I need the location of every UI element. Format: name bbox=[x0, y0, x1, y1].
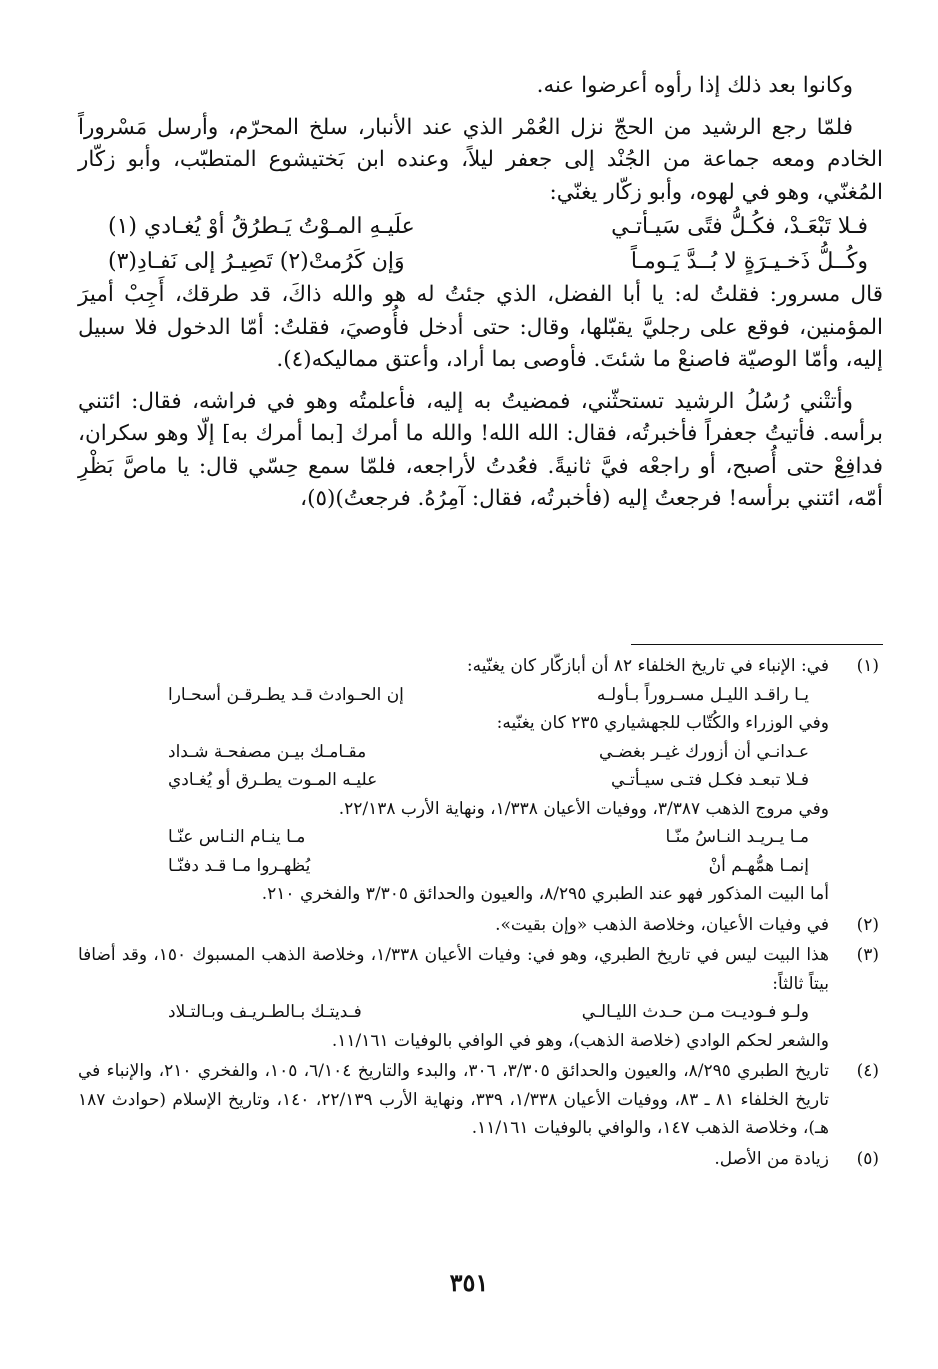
verse-hemistich-left: عليـه المـوت يطـرق أو يُغـادي bbox=[168, 770, 378, 790]
paragraph-3: وأتتْني رُسُلُ الرشيد تستحثّني، فمضيتُ به إليه، فأعلمتُه وهو في فراشه، فقال: ائتني برأسه. فأتيتُ جعفراً فأخبرتُه، فقال: الله الله! والله ما أمرك [بما أمرك به] إلّا وهو سكران، فدافِعْ حتى أُصبح، أو راجعْه فيَّ ثانيةً. فعُدتُ لأراجعه، فلمّا سمع حِسّي قال: يا ماصَّ بَظْرِ أمّه، ائتني برأسه! فرجعتُ إليه (فأخبرتُه، فقال: آمِرُهُ. فرجعتُ)(٥)، bbox=[78, 388, 883, 511]
footnote-1 bbox=[78, 652, 883, 909]
footnote-number: (٣) bbox=[856, 945, 879, 965]
verse-hemistich-left: فـديتـك بـالطـريـف وبـالتـلاد bbox=[168, 1002, 362, 1022]
footnote-text: في وفيات الأعيان، وخلاصة الذهب «وإن بقيت». bbox=[495, 914, 829, 935]
verse-hemistich-left: يُظهـروا مـا قـد دفنّـا bbox=[168, 855, 311, 876]
verse-hemistich-left: علَيـهِ المـوْتُ يَـطرُقُ أوْ يُغـادي (١) bbox=[108, 214, 415, 239]
page bbox=[78, 70, 883, 1169]
verse-hemistich-right: وكُــلُّ ذَخـيـرَةٍ لا بُــدَّ يَـومـاً bbox=[630, 249, 868, 274]
verse-hemistich-right: إنمـا همُّهـم أنْ bbox=[708, 855, 809, 876]
verse-hemistich-left: مـا ينـام النـاس عنّـا bbox=[168, 827, 306, 847]
verse-line bbox=[78, 209, 883, 244]
footnotes bbox=[78, 652, 883, 1175]
footnote-verse bbox=[78, 998, 829, 1027]
footnote-text: تاريخ الطبري ٨/٢٩٥، والعيون والحدائق ٣/٣٠٥، ٣٠٦، والبدء والتاريخ ٦/١٠٤، ١٠٥، والفخري ٢١٠، والإنباء في تاريخ الخلفاء ٨١ ـ ٨٣، ووفيات الأعيان ١/٣٣٨، ٣٣٩، ونهاية الأرب ٢٢/١٣٩، ١٤٠، وتاريخ الإسلام (حوادث ١٨٧ هـ)، وخلاصة الذهب ١٤٧، والوافي بالوفيات ١١/١٦١. bbox=[78, 1061, 830, 1138]
verse-hemistich-right: ولـو فـوديـت مـن حـدث الليـالـي bbox=[581, 1002, 809, 1022]
footnote-number: (١) bbox=[856, 656, 879, 676]
verse-hemistich-right: مـا يـريـد النـاسُ منّـا bbox=[665, 827, 809, 847]
footnote-verse bbox=[78, 852, 829, 881]
footnote-verse bbox=[78, 766, 829, 795]
footnote-text: وفي مروج الذهب ٣/٣٨٧، ووفيات الأعيان ١/٣٣٨، ونهاية الأرب ٢٢/١٣٨. bbox=[338, 798, 829, 819]
footnote-text: والشعر لحكم الوادي (خلاصة الذهب)، وهو في الوافي بالوفيات ١١/١٦١. bbox=[331, 1030, 829, 1051]
footnote-4 bbox=[78, 1057, 883, 1143]
verse-hemistich-right: عـدانـي أن أزورك غيـر بغضـي bbox=[598, 741, 809, 762]
footnote-number: (٤) bbox=[856, 1061, 879, 1081]
paragraph-2: قال مسرور: فقلتُ له: يا أبا الفضل، الذي جئتُ له هو والله ذاكَ، قد طرقك، أَجِبْ أميرَ المؤمنين، فوقع على رجليَّ يقبّلها، وقال: حتى أدخل فأُوصيَ، فقلتُ: أمّا الدخول فلا سبيل إليه، وأمّا الوصيّة فاصنعْ ما شئتَ. فأوصى بما أراد، وأعتق مماليكه(٤). bbox=[78, 282, 883, 372]
verse-hemistich-right: فـلا تبعـد فكـل فتـى سيـأتـي bbox=[610, 770, 809, 790]
verse-hemistich-right: يـا راقـد الليـل مسـروراً بـأولـه bbox=[596, 684, 809, 705]
verse-hemistich-left: مقـامـك بيـن مصفحـة شـداد bbox=[168, 741, 367, 762]
footnote-number: (٥) bbox=[856, 1148, 879, 1169]
footnote-text: وفي الوزراء والكُتّاب للجهشياري ٢٣٥ كان يغنّيه: bbox=[496, 713, 829, 733]
footnote-text: أما البيت المذكور فهو عند الطبري ٨/٢٩٥، والعيون والحدائق ٣/٣٠٥ والفخري ٢١٠. bbox=[261, 884, 829, 904]
footnote-text: هذا البيت ليس في تاريخ الطبري، وهو في: وفيات الأعيان ١/٣٣٨، وخلاصة الذهب المسبوك ١٥٠، وقد أضافا بيتاً ثالثاً: bbox=[78, 945, 830, 994]
page-number: ٣٥١ bbox=[449, 1268, 489, 1297]
paragraph-1: فلمّا رجع الرشيد من الحجّ نزل العُمْر الذي عند الأنبار، سلخ المحرّم، وأرسل مَسْروراً الخادم ومعه جماعة من الجُنْد إلى جعفر ليلاً، وعنده ابن بَختيشوع المتطبّب، وأبو زكّار المُغنّي، وهو في لهوه، وأبو زكّار يغنّي: bbox=[78, 114, 883, 205]
paragraph-0: وكانوا بعد ذلك إذا رأوه أعرضوا عنه. bbox=[536, 73, 853, 98]
footnote-verse bbox=[78, 738, 829, 767]
verse-hemistich-left: إن الحـوادث قـد يطـرقـن أسحـارا bbox=[168, 684, 404, 705]
footnote-text: زيادة من الأصل. bbox=[714, 1148, 829, 1169]
footnote-verse bbox=[78, 681, 829, 710]
verse-hemistich-right: فـلا تَبْعَـدْ، فكُـلُّ فتًى سَيـأتـي bbox=[611, 214, 868, 239]
main-text bbox=[78, 70, 883, 516]
verse-line bbox=[78, 244, 883, 279]
footnote-5 bbox=[78, 1145, 883, 1174]
footnote-3 bbox=[78, 941, 883, 1055]
footnote-text: في: الإنباء في تاريخ الخلفاء ٨٢ أن أبازكّار كان يغنّيه: bbox=[466, 656, 829, 676]
footnote-2 bbox=[78, 911, 883, 940]
footnote-verse bbox=[78, 823, 829, 852]
footnote-number: (٢) bbox=[856, 914, 879, 935]
footnote-divider bbox=[631, 644, 883, 645]
verse-hemistich-left: وَإن كَرُمتْ(٢) تَصِيـرُ إلى نَفـادِ(٣) bbox=[108, 249, 405, 274]
